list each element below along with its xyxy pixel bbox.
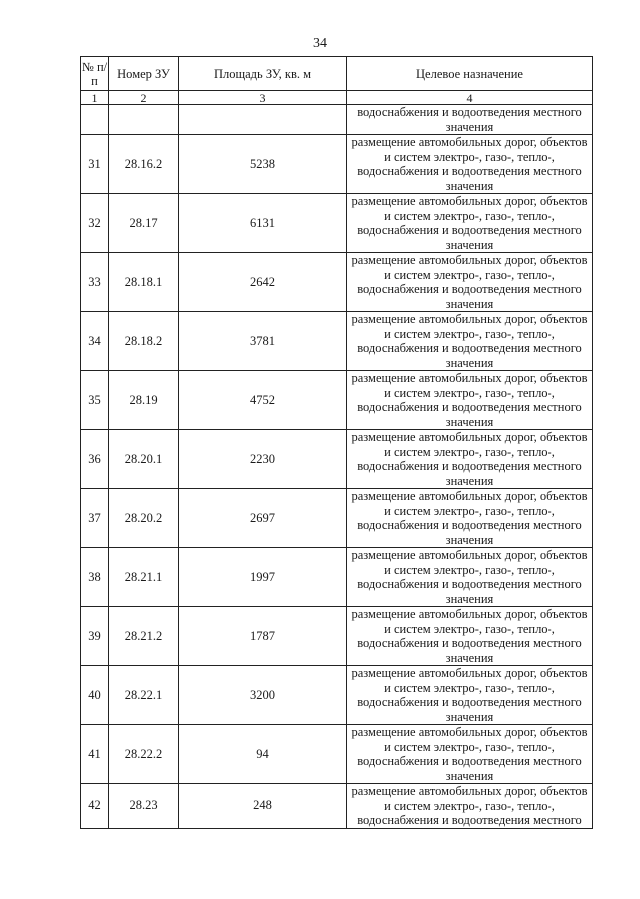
empty-cell: [109, 105, 179, 135]
table-row: [81, 135, 593, 194]
purpose-text: размещение автомобильных дорог, объектов и систем электро-, газо-, тепло-, водоснабжения и водоотведения местного значения: [347, 312, 593, 371]
purpose-text: размещение автомобильных дорог, объектов и систем электро-, газо-, тепло-, водоснабжения и водоотведения местного значения: [347, 725, 593, 784]
area-value: 1787: [179, 607, 347, 666]
purpose-text: размещение автомобильных дорог, объектов и систем электро-, газо-, тепло-, водоснабжения и водоотведения местного значения: [347, 430, 593, 489]
area-value: 2697: [179, 489, 347, 548]
column-number: 1: [81, 91, 109, 105]
table-row: [81, 489, 593, 548]
zu-number: 28.20.2: [109, 489, 179, 548]
row-number: 36: [81, 430, 109, 489]
zu-number: 28.21.2: [109, 607, 179, 666]
column-number: 3: [179, 91, 347, 105]
purpose-text: размещение автомобильных дорог, объектов и систем электро-, газо-, тепло-, водоснабжения и водоотведения местного значения: [347, 489, 593, 548]
column-number: 2: [109, 91, 179, 105]
row-number: 38: [81, 548, 109, 607]
zu-number: 28.22.2: [109, 725, 179, 784]
header-area: Площадь ЗУ, кв. м: [179, 57, 347, 91]
zu-number: 28.22.1: [109, 666, 179, 725]
area-value: 5238: [179, 135, 347, 194]
table-row: [81, 371, 593, 430]
row-number: 34: [81, 312, 109, 371]
table-row: [81, 725, 593, 784]
area-value: 94: [179, 725, 347, 784]
row-number: 41: [81, 725, 109, 784]
column-numbers-row: [81, 91, 593, 105]
table-row: [81, 548, 593, 607]
area-value: 4752: [179, 371, 347, 430]
row-number: 39: [81, 607, 109, 666]
empty-cell: [81, 105, 109, 135]
area-value: 248: [179, 784, 347, 829]
purpose-text: размещение автомобильных дорог, объектов и систем электро-, газо-, тепло-, водоснабжения и водоотведения местного значения: [347, 666, 593, 725]
row-number: 33: [81, 253, 109, 312]
area-value: 2230: [179, 430, 347, 489]
table-row: [81, 666, 593, 725]
purpose-text: размещение автомобильных дорог, объектов и систем электро-, газо-, тепло-, водоснабжения и водоотведения местного значения: [347, 607, 593, 666]
purpose-text: размещение автомобильных дорог, объектов и систем электро-, газо-, тепло-, водоснабжения и водоотведения местного значения: [347, 194, 593, 253]
zu-number: 28.19: [109, 371, 179, 430]
zu-number: 28.21.1: [109, 548, 179, 607]
zu-number: 28.20.1: [109, 430, 179, 489]
table-row: [81, 784, 593, 829]
area-value: 3200: [179, 666, 347, 725]
continuation-text: водоснабжения и водоотведения местного значения: [347, 105, 593, 135]
table-row: [81, 430, 593, 489]
header-zu-number: Номер ЗУ: [109, 57, 179, 91]
table-row: [81, 253, 593, 312]
row-number: 32: [81, 194, 109, 253]
continuation-row: [81, 105, 593, 135]
land-plots-table: [80, 56, 593, 829]
empty-cell: [179, 105, 347, 135]
zu-number: 28.17: [109, 194, 179, 253]
table-row: [81, 194, 593, 253]
purpose-text: размещение автомобильных дорог, объектов и систем электро-, газо-, тепло-, водоснабжения и водоотведения местного значения: [347, 548, 593, 607]
header-num: № п/п: [81, 57, 109, 91]
table-header-row: [81, 57, 593, 91]
row-number: 40: [81, 666, 109, 725]
area-value: 1997: [179, 548, 347, 607]
header-purpose: Целевое назначение: [347, 57, 593, 91]
purpose-text: размещение автомобильных дорог, объектов и систем электро-, газо-, тепло-, водоснабжения и водоотведения местного значения: [347, 371, 593, 430]
zu-number: 28.16.2: [109, 135, 179, 194]
row-number: 42: [81, 784, 109, 829]
area-value: 6131: [179, 194, 347, 253]
row-number: 37: [81, 489, 109, 548]
purpose-text: размещение автомобильных дорог, объектов и систем электро-, газо-, тепло-, водоснабжения и водоотведения местного значения: [347, 135, 593, 194]
purpose-text: размещение автомобильных дорог, объектов и систем электро-, газо-, тепло-, водоснабжения и водоотведения местного: [347, 784, 593, 829]
table-row: [81, 607, 593, 666]
zu-number: 28.18.1: [109, 253, 179, 312]
zu-number: 28.23: [109, 784, 179, 829]
row-number: 31: [81, 135, 109, 194]
area-value: 2642: [179, 253, 347, 312]
table-row: [81, 312, 593, 371]
row-number: 35: [81, 371, 109, 430]
column-number: 4: [347, 91, 593, 105]
purpose-text: размещение автомобильных дорог, объектов и систем электро-, газо-, тепло-, водоснабжения и водоотведения местного значения: [347, 253, 593, 312]
zu-number: 28.18.2: [109, 312, 179, 371]
page-number: 34: [313, 36, 327, 51]
area-value: 3781: [179, 312, 347, 371]
